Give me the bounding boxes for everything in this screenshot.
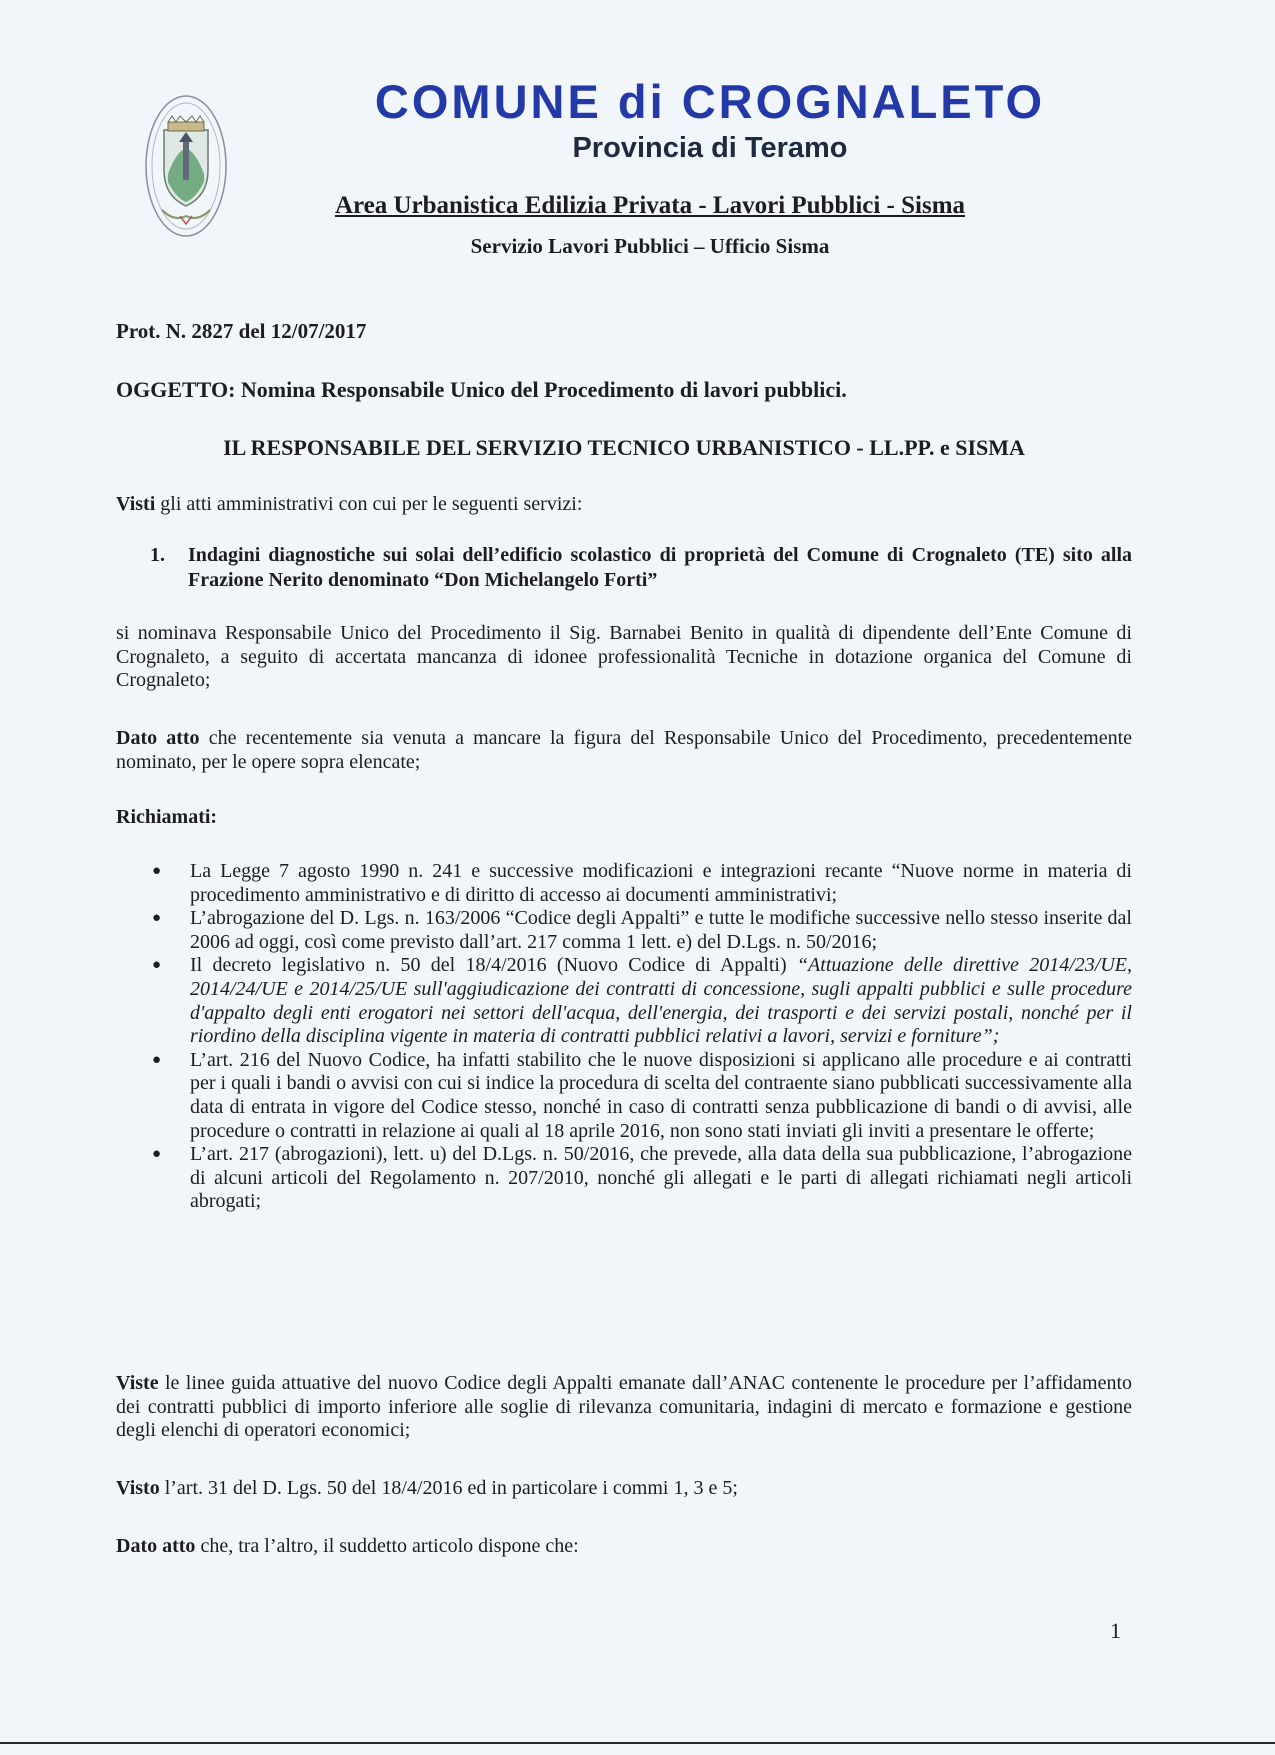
dato-atto-final-text: che, tra l’altro, il suddetto articolo dispone che: bbox=[200, 1535, 579, 1557]
list-item: ● L’abrogazione del D. Lgs. n. 163/2006 “Codice degli Appalti” e tutte le modifiche successive nello stesso inserite dal 2006 ad oggi, così come previsto dall’art. 217 comma 1 lett. e) del D.Lgs. n. 50/2016; bbox=[152, 907, 1132, 953]
visti-text: gli atti amministrativi con cui per le seguenti servizi: bbox=[160, 493, 583, 515]
visto-text: l’art. 31 del D. Lgs. 50 del 18/4/2016 ed in particolare i commi 1, 3 e 5; bbox=[164, 1477, 738, 1499]
service-heading: Servizio Lavori Pubblici – Ufficio Sisma bbox=[470, 234, 830, 258]
bullet-icon: ● bbox=[152, 957, 162, 974]
viste-lead: Viste bbox=[116, 1372, 159, 1394]
municipality-title: COMUNE di CROGNALETO bbox=[374, 75, 1046, 128]
page-number: 1 bbox=[1110, 1618, 1121, 1643]
bullet-icon: ● bbox=[152, 910, 162, 927]
bullet-icon: ● bbox=[152, 863, 162, 879]
list-item: ● L’art. 217 (abrogazioni), lett. u) del D.Lgs. n. 50/2016, che prevede, alla data della sua pubblicazione, l’abrogazione di alcuni articoli del Regolamento n. 207/2010, nonché gli allegati e le parti di allegati richiamati negli articoli abrogati; bbox=[152, 1143, 1132, 1213]
richiamati-heading: Richiamati: bbox=[116, 806, 218, 828]
dato-atto-text: che recentemente sia venuta a mancare la figura del Responsabile Unico del Procedimento, precedentemente nominato, per le opere sopra elencate; bbox=[116, 727, 1133, 773]
dato-atto-final-lead: Dato atto bbox=[116, 1535, 196, 1557]
protocol-number: Prot. N. 2827 del 12/07/2017 bbox=[116, 319, 367, 343]
list-item: ● L’art. 216 del Nuovo Codice, ha infatti stabilito che le nuove disposizioni si applicano alle procedure e ai contratti per i quali i bandi o avvisi con cui si indice la procedura di scelta del contraente siano pubblicati successivamente alla data di entrata in vigore del Codice stesso, nonché in caso di contratti senza pubblicazione di bandi o di avvisi, alle procedure o contratti in relazione ai quali al 18 aprile 2016, non sono stati inviati gli inviti a presentare le offerte; bbox=[152, 1048, 1132, 1142]
dato-atto-paragraph bbox=[116, 727, 1132, 774]
visto-paragraph bbox=[116, 1477, 1132, 1501]
services-list bbox=[150, 543, 1132, 592]
subject-label: OGGETTO: bbox=[116, 377, 236, 402]
list-item: ● La Legge 7 agosto 1990 n. 241 e successive modificazioni e integrazioni recante “Nuove norme in materia di procedimento amministrativo e di diritto di accesso ai documenti amministrativi; bbox=[152, 860, 1132, 906]
list-item bbox=[152, 954, 1132, 1048]
decree-text: Il decreto legislativo n. 50 del 18/4/2016 (Nuovo Codice di Appalti) bbox=[190, 954, 797, 977]
dato-atto-lead: Dato atto bbox=[116, 727, 200, 749]
list-item: Indagini diagnostiche sui solai dell’edificio scolastico di proprietà del Comune di Crognaleto (TE) sito alla Frazione Nerito denominato “Don Michelangelo Forti” bbox=[188, 544, 1132, 591]
province-subtitle: Provincia di Teramo bbox=[572, 132, 848, 164]
scan-border-line bbox=[0, 1742, 1275, 1744]
visto-lead: Visto bbox=[116, 1477, 160, 1499]
bullet-icon: ● bbox=[152, 1146, 162, 1163]
viste-text: le linee guida attuative del nuovo Codice degli Appalti emanate dall’ANAC contenente le procedure per l’affidamento dei contratti pubblici di importo inferiore alle soglie di rilevanza comunitaria, indagini di mercato e formazione e gestione degli elenchi di operatori economici; bbox=[116, 1372, 1133, 1442]
list-item-number: 1. bbox=[150, 544, 165, 566]
viste-paragraph bbox=[116, 1372, 1132, 1443]
bullet-icon: ● bbox=[152, 1051, 162, 1068]
richiamati-list bbox=[152, 860, 1132, 1214]
area-heading: Area Urbanistica Edilizia Privata - Lavori Pubblici - Sisma bbox=[334, 192, 966, 219]
decree-title: “Attuazione delle direttive 2014/23/UE, 2014/24/UE e 2014/25/UE sull'aggiudicazione dei contratti di concessione, sugli appalti pubblici e sulle procedure d'appalto degli enti erogatori nei settori dell'acqua, dell'energia, dei trasporti e dei servizi postali, nonché per il riordino della disciplina vigente in materia di contratti pubblici relativi a lavori, servizi e forniture”; bbox=[190, 954, 1132, 1048]
dato-atto-final-paragraph bbox=[116, 1535, 1132, 1559]
authority-heading: IL RESPONSABILE DEL SERVIZIO TECNICO URBANISTICO - LL.PP. e SISMA bbox=[223, 435, 1025, 460]
visti-paragraph bbox=[116, 493, 1132, 517]
nomination-paragraph: si nominava Responsabile Unico del Procedimento il Sig. Barnabei Benito in qualità di dipendente dell’Ente Comune di Crognaleto, a seguito di accertata mancanza di idonee professionalità Tecniche in dotazione organica del Comune di Crognaleto; bbox=[116, 622, 1132, 692]
visti-lead: Visti bbox=[116, 493, 156, 515]
subject-text: Nomina Responsabile Unico del Procedimento di lavori pubblici. bbox=[240, 377, 847, 402]
subject-line bbox=[116, 378, 1132, 402]
municipal-crest-icon bbox=[144, 92, 228, 240]
